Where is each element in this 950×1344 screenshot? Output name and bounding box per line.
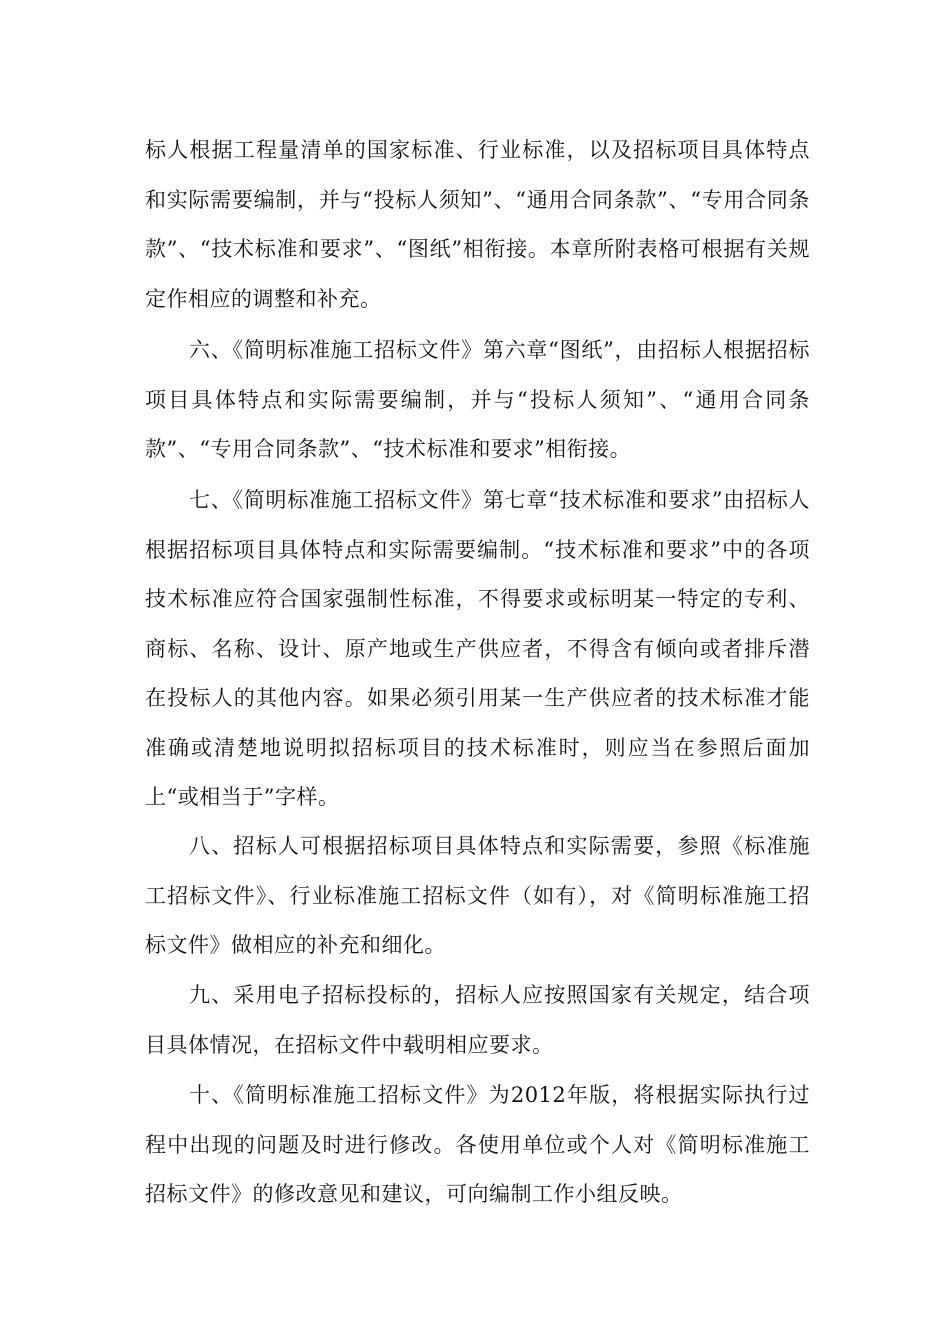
paragraph-item-10: 十、《简明标准施工招标文件》为2012年版，将根据实际执行过程中出现的问题及时进行修改。各使用单位或个人对《简明标准施工招标文件》的修改意见和建议，可向编制工作小组反映。 [145,1083,810,1206]
paragraph-item-7: 七、《简明标准施工招标文件》第七章“技术标准和要求”由招标人根据招标项目具体特点和实际需要编制。“技术标准和要求”中的各项技术标准应符合国家强制性标准，不得要求或标明某一特定的专利、商标、名称、设计、原产地或生产供应者，不得含有倾向或者排斥潜在投标人的其他内容。如果必须引用某一生产供应者的技术标准才能准确或清楚地说明拟招标项目的技术标准时，则应当在参照后面加上“或相当于”字样。 [145,488,810,809]
paragraph-item-9: 九、采用电子招标投标的，招标人应按照国家有关规定，结合项目具体情况，在招标文件中载明相应要求。 [145,983,810,1057]
paragraph-continuation: 标人根据工程量清单的国家标准、行业标准，以及招标项目具体特点和实际需要编制，并与“投标人须知”、“通用合同条款”、“专用合同条款”、“技术标准和要求”、“图纸”相衔接。本章所附表格可根据有关规定作相应的调整和补充。 [145,138,810,311]
paragraph-item-6: 六、《简明标准施工招标文件》第六章“图纸”，由招标人根据招标项目具体特点和实际需要编制，并与“投标人须知”、“通用合同条款”、“专用合同条款”、“技术标准和要求”相衔接。 [145,338,810,461]
paragraph-item-8: 八、招标人可根据招标项目具体特点和实际需要，参照《标准施工招标文件》、行业标准施工招标文件（如有），对《简明标准施工招标文件》做相应的补充和细化。 [145,834,810,957]
